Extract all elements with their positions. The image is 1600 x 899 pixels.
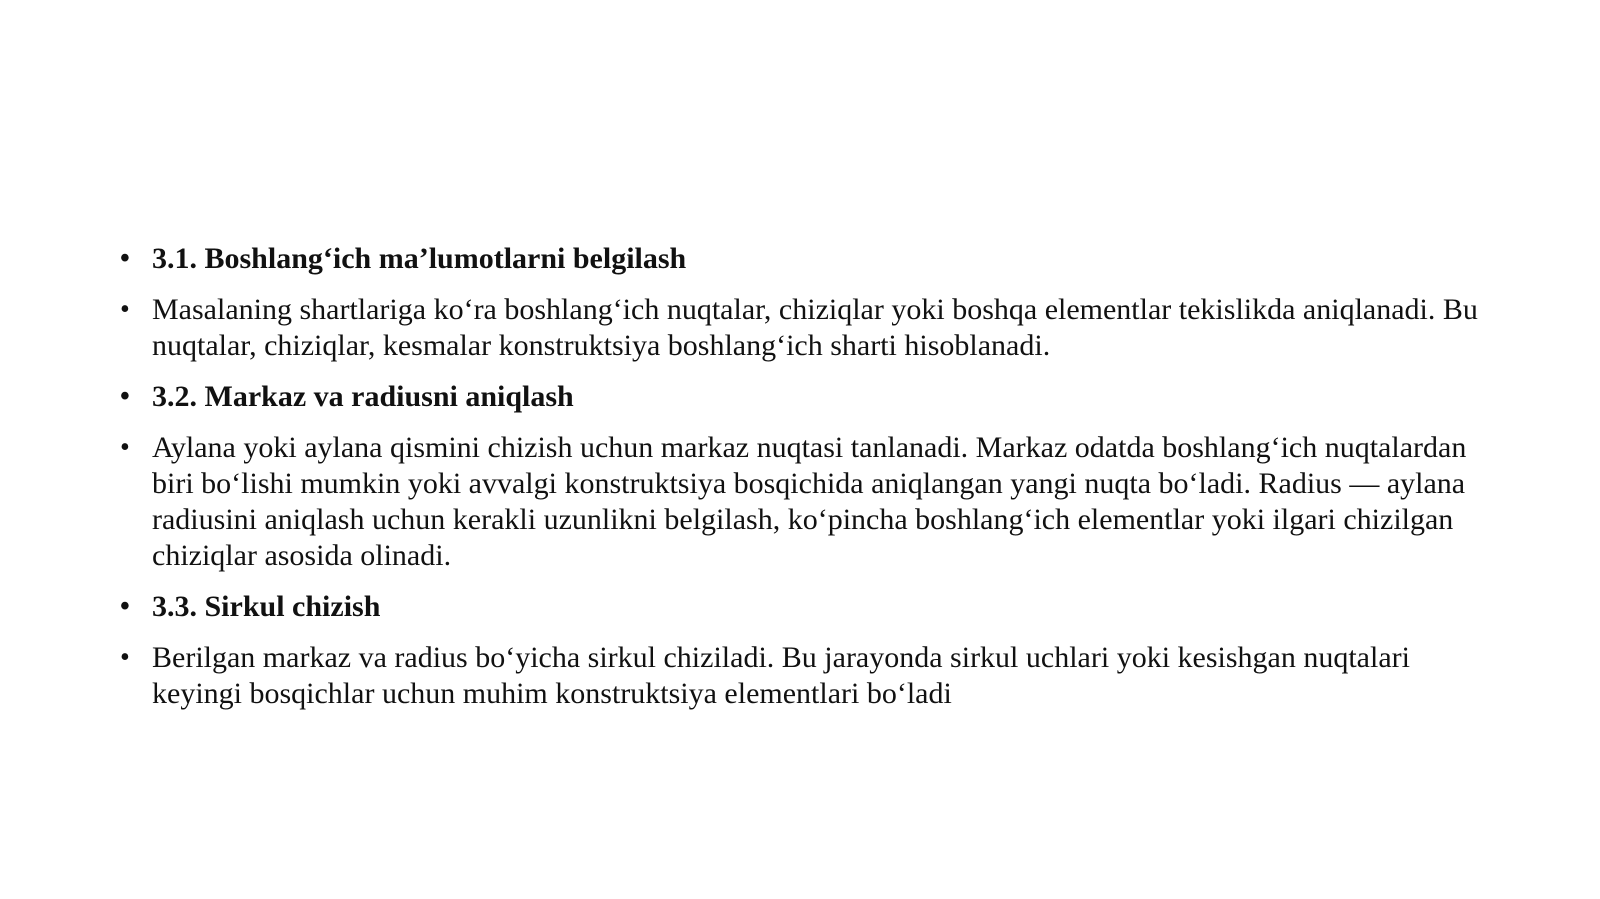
bullet-icon: • [120, 432, 130, 463]
paragraph-item [120, 292, 1480, 364]
bullet-icon: • [120, 294, 130, 325]
section-heading-text: 3.1. Boshlang‘ich ma’lumotlarni belgilash [152, 242, 687, 275]
paragraph-item [120, 640, 1480, 712]
bullet-icon: • [120, 381, 130, 412]
section-heading-3-2 [120, 379, 1480, 415]
section-heading-3-1 [120, 241, 1480, 277]
section-heading-text: 3.2. Markaz va radiusni aniqlash [152, 380, 574, 413]
paragraph-text: Berilgan markaz va radius bo‘yicha sirkul chiziladi. Bu jarayonda sirkul uchlari yoki kesishgan nuqtalari keyingi bosqichlar uchun muhim konstruktsiya elementlari bo‘ladi [152, 641, 1410, 710]
slide-content [120, 241, 1480, 727]
section-heading-3-3 [120, 589, 1480, 625]
paragraph-item [120, 430, 1480, 574]
bullet-list [120, 241, 1480, 712]
bullet-icon: • [120, 243, 130, 274]
bullet-icon: • [120, 591, 130, 622]
section-heading-text: 3.3. Sirkul chizish [152, 590, 381, 623]
bullet-icon: • [120, 642, 130, 673]
paragraph-text: Aylana yoki aylana qismini chizish uchun markaz nuqtasi tanlanadi. Markaz odatda boshlang‘ich nuqtalardan biri bo‘lishi mumkin yoki avvalgi konstruktsiya bosqichida aniqlangan yangi nuqta bo‘ladi. Radius — aylana radiusini aniqlash uchun kerakli uzunlikni belgilash, ko‘pincha boshlang‘ich elementlar yoki ilgari chizilgan chiziqlar asosida olinadi. [152, 431, 1467, 572]
paragraph-text: Masalaning shartlariga ko‘ra boshlang‘ich nuqtalar, chiziqlar yoki boshqa elementlar tekislikda aniqlanadi. Bu nuqtalar, chiziqlar, kesmalar konstruktsiya boshlang‘ich sharti hisoblanadi. [152, 293, 1478, 362]
